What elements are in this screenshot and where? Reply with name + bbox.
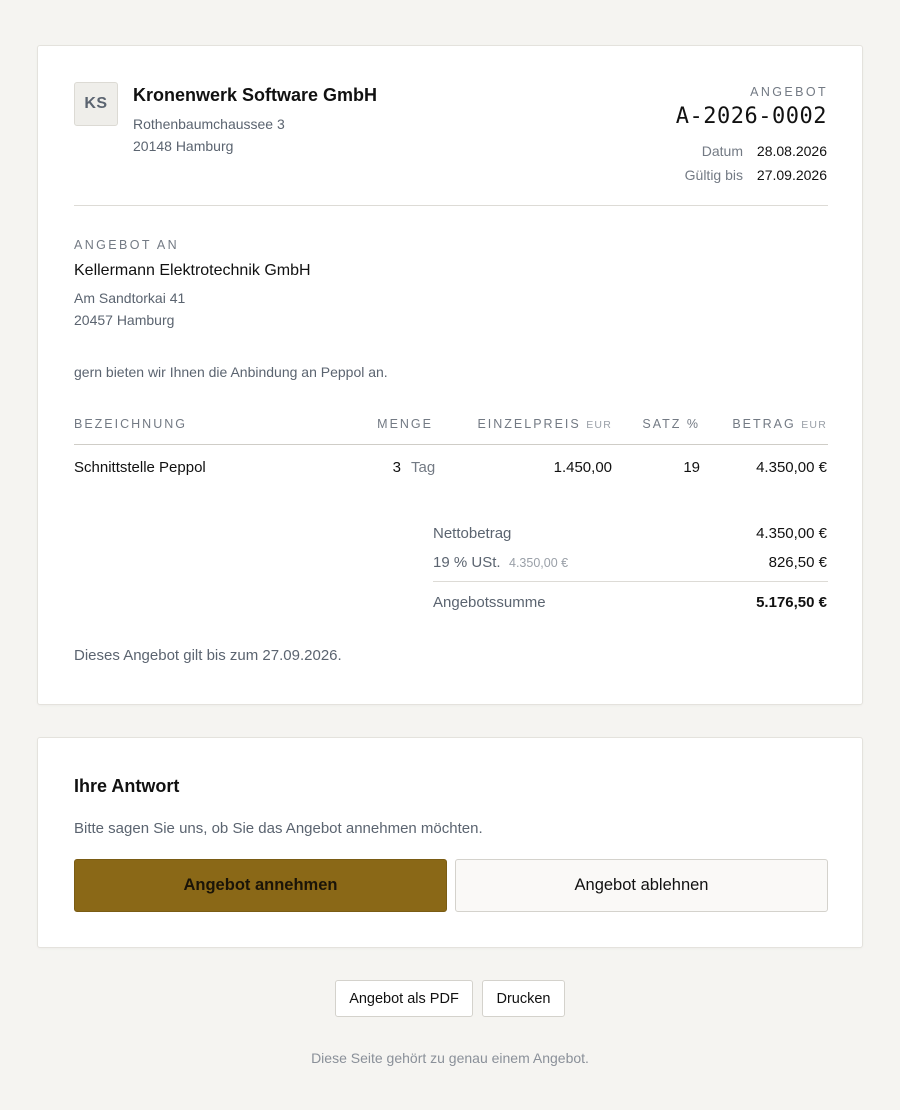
document-number: A-2026-0002 xyxy=(675,104,827,129)
unit-price-label: EINZELPREIS xyxy=(477,417,581,431)
vat-label: 19 % USt. xyxy=(433,554,501,571)
row-description: Schnittstelle Peppol xyxy=(74,459,206,476)
print-button[interactable]: Drucken xyxy=(482,980,565,1017)
intro-text: gern bieten wir Ihnen die Anbindung an Peppol an. xyxy=(74,364,388,380)
header-divider xyxy=(74,205,828,206)
document-kind: ANGEBOT xyxy=(750,85,828,99)
totals-divider xyxy=(433,581,828,582)
date-label: Datum xyxy=(701,143,743,159)
download-pdf-button[interactable]: Angebot als PDF xyxy=(335,980,473,1017)
total-label: Angebotssumme xyxy=(433,594,546,611)
total-value: 5.176,50 € xyxy=(756,594,827,611)
column-header-description: BEZEICHNUNG xyxy=(74,417,187,431)
response-title: Ihre Antwort xyxy=(74,776,180,796)
net-label: Nettobetrag xyxy=(433,525,512,542)
recipient-street: Am Sandtorkai 41 xyxy=(74,290,186,306)
net-value: 4.350,00 € xyxy=(756,525,827,542)
vat-base: 4.350,00 € xyxy=(509,556,569,570)
seller-name: Kronenwerk Software GmbH xyxy=(133,85,378,105)
column-header-quantity: MENGE xyxy=(377,417,433,431)
company-logo xyxy=(74,82,118,126)
amount-currency: EUR xyxy=(801,419,827,431)
amount-label: BETRAG xyxy=(732,417,796,431)
validity-note: Dieses Angebot gilt bis zum 27.09.2026. xyxy=(74,647,342,664)
column-header-unit-price xyxy=(477,417,612,431)
quote-card xyxy=(37,45,863,705)
row-amount: 4.350,00 € xyxy=(756,459,827,476)
recipient-city: 20457 Hamburg xyxy=(74,312,175,328)
column-header-amount xyxy=(732,417,827,431)
row-quantity: 3 xyxy=(392,459,401,476)
response-text: Bitte sagen Sie uns, ob Sie das Angebot annehmen möchten. xyxy=(74,820,483,837)
response-card xyxy=(37,737,863,948)
footer-note: Diese Seite gehört zu genau einem Angebot. xyxy=(311,1050,589,1066)
decline-quote-button[interactable]: Angebot ablehnen xyxy=(455,859,828,912)
date-value: 28.08.2026 xyxy=(756,143,827,159)
seller-street: Rothenbaumchaussee 3 xyxy=(133,116,285,132)
row-unit: Tag xyxy=(411,459,436,476)
table-header-divider xyxy=(74,444,828,445)
column-header-tax-rate: SATZ % xyxy=(642,417,700,431)
valid-until-label: Gültig bis xyxy=(684,167,743,183)
vat-value: 826,50 € xyxy=(768,554,827,571)
row-tax-rate: 19 xyxy=(683,459,700,476)
company-initials: KS xyxy=(84,95,108,112)
row-unit-price: 1.450,00 xyxy=(553,459,612,476)
valid-until-value: 27.09.2026 xyxy=(756,167,827,183)
accept-quote-button[interactable]: Angebot annehmen xyxy=(74,859,447,912)
recipient-name: Kellermann Elektrotechnik GmbH xyxy=(74,262,311,279)
recipient-heading: ANGEBOT AN xyxy=(74,238,180,252)
seller-city: 20148 Hamburg xyxy=(133,138,234,154)
unit-price-currency: EUR xyxy=(586,419,612,431)
